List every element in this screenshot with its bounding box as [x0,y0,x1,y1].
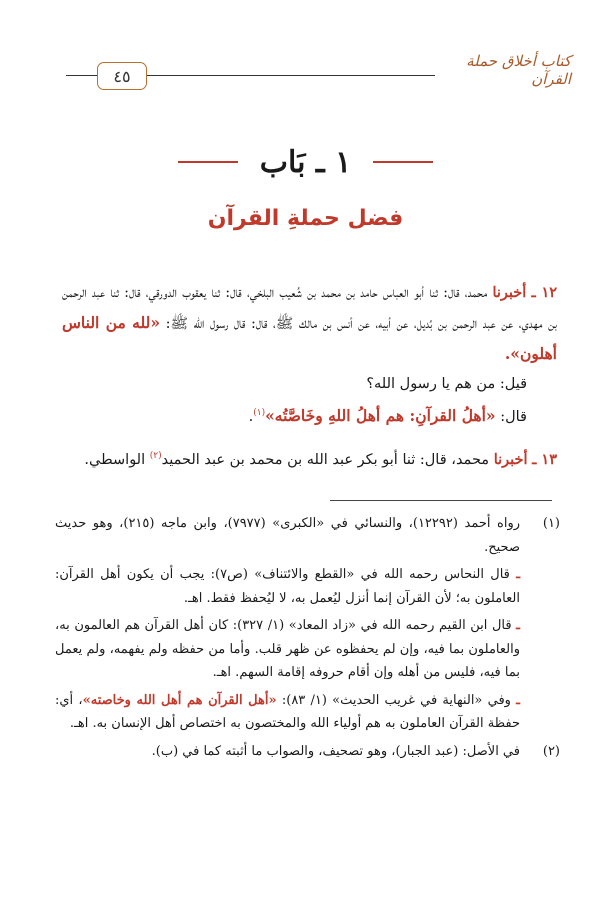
answer-line: قال: «أهلُ القرآنِ: هم أهلُ اللهِ وخَاصَّتُه»$^{(١)}$. [248,405,527,425]
hadith-13 [62,442,557,475]
akhbarana-word: أخبرنا [492,284,527,301]
page-number: ٤٥ [97,62,147,90]
answer-quote: «أهلُ القرآنِ: هم أهلُ اللهِ وخَاصَّتُه» [265,405,496,425]
left-ornament-dash [178,161,238,163]
book-title: كتاب أخلاق حملة القرآن [435,52,571,88]
footnote-paragraph: رواه أحمد (١٢٢٩٢)، والنسائي في «الكبرى» (٧٩٧٧)، وابن ماجه (٢١٥)، وهو حديث صحيح. [55,516,521,555]
footnote-2 [55,740,560,764]
footnote-body: في الأصل: (عبد الجبار)، وهو تصحيف، والصواب ما أثبته كما في (ب). [151,743,520,759]
chapter-heading-row [0,140,611,184]
isnad-end: الواسطي. [84,451,146,468]
chapter-heading: ١ ـ بَاب [259,144,352,180]
answer-prefix: قال: [500,408,527,425]
section-title: فضل حملةِ القرآن [207,206,404,231]
footnotes [55,512,560,763]
hadith-12 [62,278,557,370]
footnote-ref-2[interactable]: (٢) [149,450,162,461]
main-text [62,278,557,475]
footnote-marker: (٢) [542,743,560,759]
footnote-paragraph: ـ قال ابن القيم رحمه الله في «زاد المعاد» (١/ ٣٢٧): كان أهل القرآن هم العالمون به، والعاملون بما فيه، وإن لم يحفظوه عن ظهر قلب. وأما من حفظه ولم يفهمه، ولم يعمل بما فيه، فليس من أهله وإن أقام حروفه إقامة السهم. اهـ. [55,618,520,680]
footnote-paragraph: ـ وفي «النهاية في غريب الحديث» (١/ ٨٣): «أهل القرآن هم أهل الله وخاصته»، أي: حفظة القرآن العاملون به هم أولياء الله والمختصون به اختصاص أهل الإنسان به. اهـ. [55,692,520,731]
footnote-1 [55,512,560,736]
right-ornament-dash [373,161,433,163]
footnote-marker: (١) [542,516,560,531]
akhbarana-word: أخبرنا [493,450,528,468]
footnote-rule [330,500,552,501]
question-line: قيل: من هم يا رسول الله؟ [366,376,527,392]
hadith-quote: «لله من الناس أهلون». [62,313,557,363]
hadith-number: ١٢ ـ [531,284,558,301]
isnad-text: محمد، قال: ثنا أبو بكر عبد الله بن محمد بن عبد الحميد [161,451,490,468]
hadith-number: ١٣ ـ [532,450,557,468]
footnote-ref-1[interactable]: (١) [253,408,266,418]
isnad-text: محمد، قال: ثنا أبو العباس حامد بن محمد بن شُعيب البلخي، قال: ثنا يعقوب الدورقي، قال: ثنا عبد الرحمن بن مهدي، عن عبد الرحمن بن بُديل، عن أبيه، عن أنس بن مالك ﷺ، قال: قال رسول الله ﷺ: [62,285,557,332]
footnote-paragraph: ـ قال النحاس رحمه الله في «القطع والائتناف» (ص٧): يجب أن يكون أهل القرآن: العاملون به؛ لأن القرآن إنما أنزل ليُعمل به، لا ليُحفظ فقط. اهـ. [55,567,521,606]
footnote-body [55,512,520,736]
